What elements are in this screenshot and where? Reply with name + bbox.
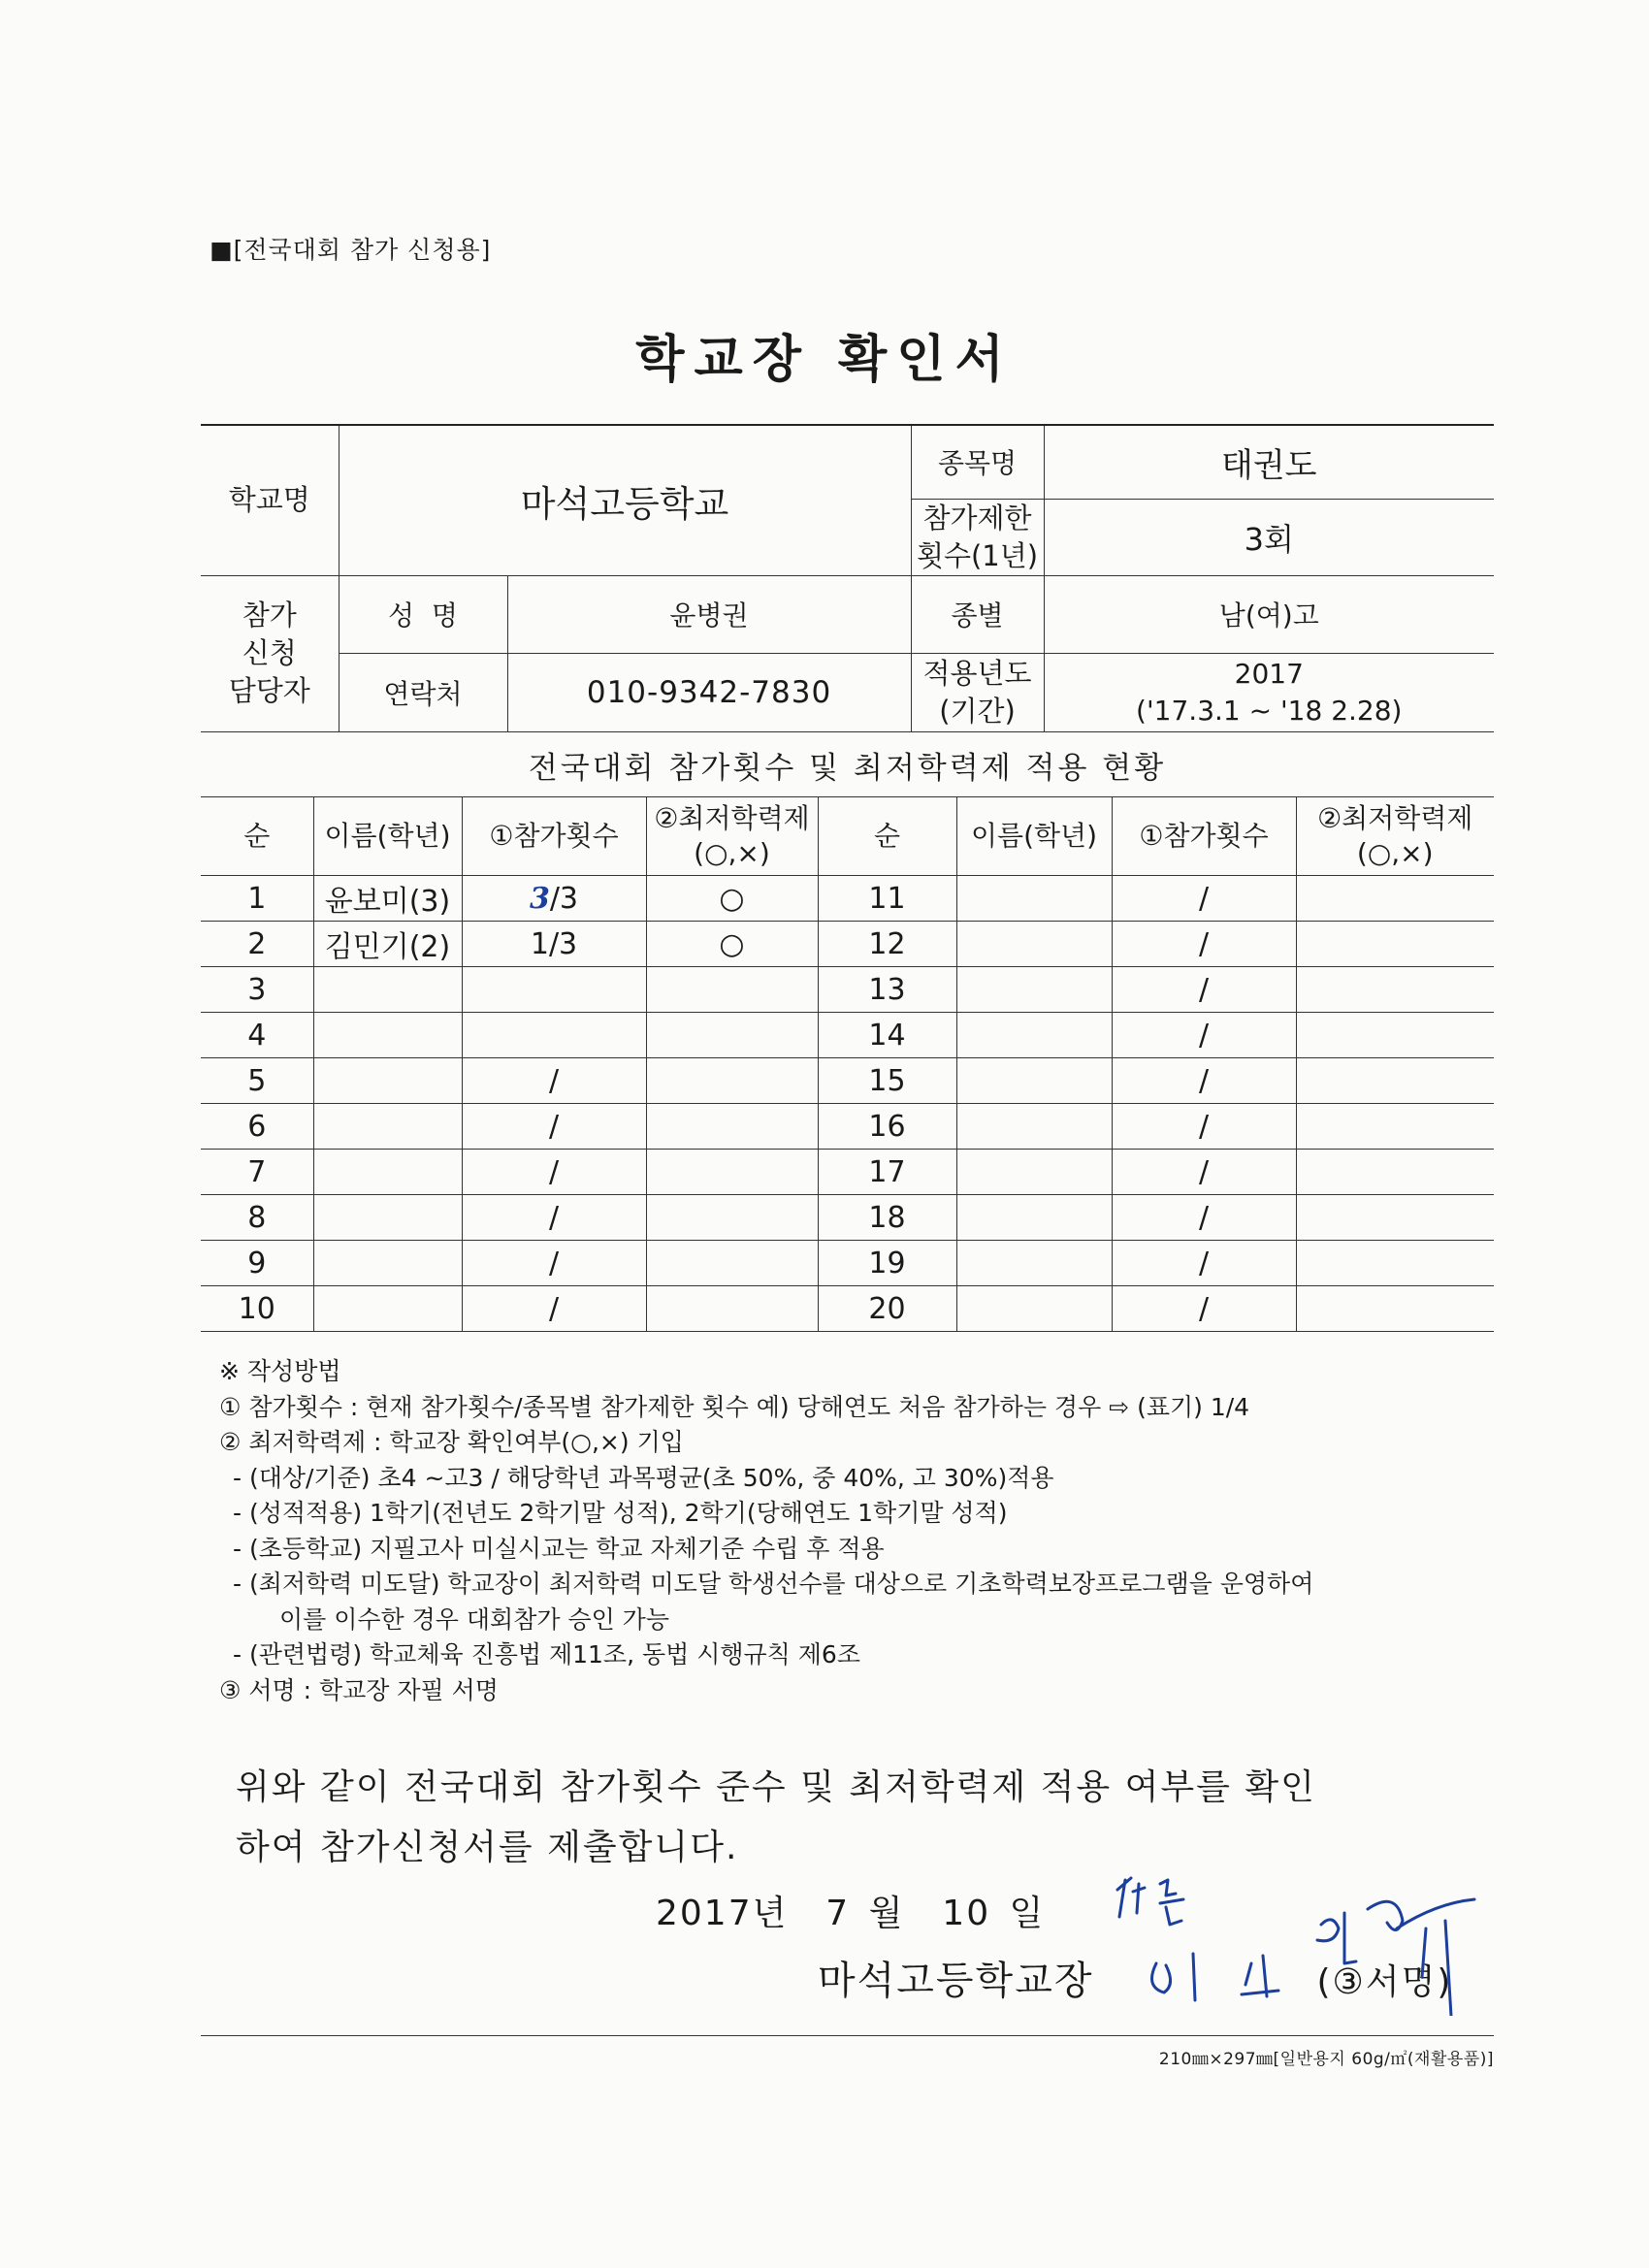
cell-count: / (1112, 1104, 1296, 1150)
declaration (236, 1758, 1316, 1878)
note-item: - (관련법령) 학교체육 진흥법 제11조, 동법 시행규칙 제6조 (233, 1640, 860, 1669)
note-heading: ※ 작성방법 (219, 1357, 341, 1385)
cell-count: / (462, 1150, 646, 1195)
cell-no: 3 (201, 967, 313, 1013)
cell-acad (1296, 1195, 1494, 1241)
declaration-line: 하여 참가신청서를 제출합니다. (236, 1828, 739, 1867)
cell-no: 15 (818, 1058, 956, 1104)
table-row (201, 1013, 1494, 1058)
cell-no: 2 (201, 922, 313, 967)
limit-value: 3회 (1044, 499, 1494, 575)
table-row (201, 876, 1494, 922)
cell-name (956, 1013, 1112, 1058)
footer-divider (201, 2035, 1494, 2036)
cell-count: / (1112, 922, 1296, 967)
limit-label: 참가제한 횟수(1년) (911, 499, 1044, 575)
cell-count: 3/3 (462, 876, 646, 922)
principal-title: 마석고등학교장 (818, 1959, 1094, 2003)
cell-acad (1296, 1104, 1494, 1150)
cell-no: 20 (818, 1286, 956, 1332)
year-label: 적용년도 (기간) (911, 653, 1044, 731)
cell-count: / (462, 1241, 646, 1286)
name-label: 성 명 (339, 575, 507, 653)
note-item: ② 최저학력제 : 학교장 확인여부(○,×) 기입 (219, 1428, 684, 1456)
instructions (219, 1354, 1313, 1708)
cell-count: / (1112, 967, 1296, 1013)
note-item: - (성적적용) 1학기(전년도 2학기말 성적), 2학기(당해연도 1학기말 성적) (233, 1499, 1008, 1527)
cell-name (956, 1150, 1112, 1195)
cell-count: / (462, 1195, 646, 1241)
cell-name (956, 1286, 1112, 1332)
cell-no: 6 (201, 1104, 313, 1150)
cell-name (956, 1195, 1112, 1241)
cell-name (956, 1241, 1112, 1286)
header-name: 이름(학년) (313, 797, 462, 876)
cell-name: 윤보미(3) (313, 876, 462, 922)
cell-acad (646, 1013, 818, 1058)
cell-acad (646, 1195, 818, 1241)
header-no: 순 (201, 797, 313, 876)
cell-no: 19 (818, 1241, 956, 1286)
cell-acad: ○ (646, 876, 818, 922)
cell-no: 1 (201, 876, 313, 922)
cell-name (956, 922, 1112, 967)
cell-no: 13 (818, 967, 956, 1013)
sport-label: 종목명 (911, 425, 1044, 499)
phone-value: 010-9342-7830 (507, 653, 911, 731)
cell-name (956, 967, 1112, 1013)
cell-no: 10 (201, 1286, 313, 1332)
cell-name (313, 1241, 462, 1286)
note-item: ① 참가횟수 : 현재 참가횟수/종목별 참가제한 횟수 예) 당해연도 처음 참가하는 경우 ⇨ (표기) 1/4 (219, 1392, 1250, 1421)
cell-acad (1296, 876, 1494, 922)
cell-name (313, 1104, 462, 1150)
cell-acad (1296, 1058, 1494, 1104)
table-row (201, 1195, 1494, 1241)
cell-acad (646, 967, 818, 1013)
cell-no: 8 (201, 1195, 313, 1241)
sign-label: (③서명) (1316, 1962, 1453, 2002)
header-acad: ②최저학력제 (○,×) (646, 797, 818, 876)
table-row (201, 1241, 1494, 1286)
sport-value: 태권도 (1044, 425, 1494, 499)
cell-count: / (462, 1058, 646, 1104)
school-label: 학교명 (201, 425, 339, 575)
cell-no: 9 (201, 1241, 313, 1286)
cell-acad (646, 1058, 818, 1104)
cell-count: / (462, 1104, 646, 1150)
declaration-line: 위와 같이 전국대회 참가횟수 준수 및 최저학력제 적용 여부를 확인 (236, 1767, 1316, 1807)
paper-spec: 210㎜×297㎜[일반용지 60g/㎡(재활용품)] (1158, 2050, 1494, 2069)
status-title: 전국대회 참가횟수 및 최저학력제 적용 현황 (528, 751, 1167, 786)
page-title: 학교장 확인서 (635, 331, 1014, 389)
cell-acad (1296, 1150, 1494, 1195)
cell-no: 5 (201, 1058, 313, 1104)
cell-count: / (1112, 1286, 1296, 1332)
cell-name (313, 1150, 462, 1195)
cell-count: / (1112, 1150, 1296, 1195)
cell-count: / (1112, 1241, 1296, 1286)
roster-table (201, 796, 1494, 1332)
phone-label: 연락처 (339, 653, 507, 731)
note-item: - (최저학력 미도달) 학교장이 최저학력 미도달 학생선수를 대상으로 기초학력보장프로그램을 운영하여 (233, 1570, 1314, 1598)
cell-count: / (1112, 1195, 1296, 1241)
header-count: ①참가횟수 (462, 797, 646, 876)
header-name: 이름(학년) (956, 797, 1112, 876)
cell-name (313, 1058, 462, 1104)
header-count: ①참가횟수 (1112, 797, 1296, 876)
year-value: 2017 ('17.3.1 ~ '18 2.28) (1044, 653, 1494, 731)
cell-acad (1296, 922, 1494, 967)
cell-acad (1296, 967, 1494, 1013)
note-item: ③ 서명 : 학교장 자필 서명 (219, 1675, 499, 1704)
handwritten-signature-icon (1106, 1870, 1513, 2016)
cell-name (956, 1104, 1112, 1150)
header-no: 순 (818, 797, 956, 876)
cell-name (313, 1013, 462, 1058)
info-table (201, 424, 1494, 732)
cell-no: 16 (818, 1104, 956, 1150)
cell-acad (646, 1104, 818, 1150)
cell-no: 7 (201, 1150, 313, 1195)
cell-no: 14 (818, 1013, 956, 1058)
header-acad: ②최저학력제 (○,×) (1296, 797, 1494, 876)
cell-name: 김민기(2) (313, 922, 462, 967)
cell-count: 1/3 (462, 922, 646, 967)
contact-label: 참가 신청 담당자 (201, 575, 339, 731)
cell-acad (646, 1286, 818, 1332)
note-item: 이를 이수한 경우 대회참가 승인 가능 (279, 1604, 669, 1634)
cell-acad (646, 1150, 818, 1195)
cell-name (956, 876, 1112, 922)
cell-no: 12 (818, 922, 956, 967)
table-row (201, 1286, 1494, 1332)
cell-acad (646, 1241, 818, 1286)
cell-no: 4 (201, 1013, 313, 1058)
form-category: ■[전국대회 참가 신청용] (210, 236, 492, 264)
table-row (201, 922, 1494, 967)
cell-no: 11 (818, 876, 956, 922)
cell-name (956, 1058, 1112, 1104)
cell-count: / (1112, 876, 1296, 922)
issue-date: 2017년 7 월 10 일 (656, 1894, 1046, 1933)
cell-name (313, 967, 462, 1013)
table-row (201, 1150, 1494, 1195)
cell-count (462, 1013, 646, 1058)
handwritten-digit: 3 (529, 881, 550, 916)
cell-acad (1296, 1241, 1494, 1286)
cell-acad (1296, 1013, 1494, 1058)
note-item: - (초등학교) 지필고사 미실시교는 학교 자체기준 수립 후 적용 (233, 1534, 885, 1563)
name-value: 윤병권 (507, 575, 911, 653)
cell-count: / (1112, 1058, 1296, 1104)
cell-no: 17 (818, 1150, 956, 1195)
table-row (201, 1058, 1494, 1104)
cell-count (462, 967, 646, 1013)
cell-acad: ○ (646, 922, 818, 967)
cell-name (313, 1286, 462, 1332)
cell-name (313, 1195, 462, 1241)
table-row (201, 967, 1494, 1013)
cell-no: 18 (818, 1195, 956, 1241)
gender-value: 남(여)고 (1044, 575, 1494, 653)
note-item: - (대상/기준) 초4 ~고3 / 해당학년 과목평균(초 50%, 중 40%, 고 30%)적용 (233, 1463, 1054, 1492)
cell-count: / (1112, 1013, 1296, 1058)
school-value: 마석고등학교 (339, 425, 911, 575)
cell-acad (1296, 1286, 1494, 1332)
cell-count: / (462, 1286, 646, 1332)
gender-label: 종별 (911, 575, 1044, 653)
table-row (201, 1104, 1494, 1150)
